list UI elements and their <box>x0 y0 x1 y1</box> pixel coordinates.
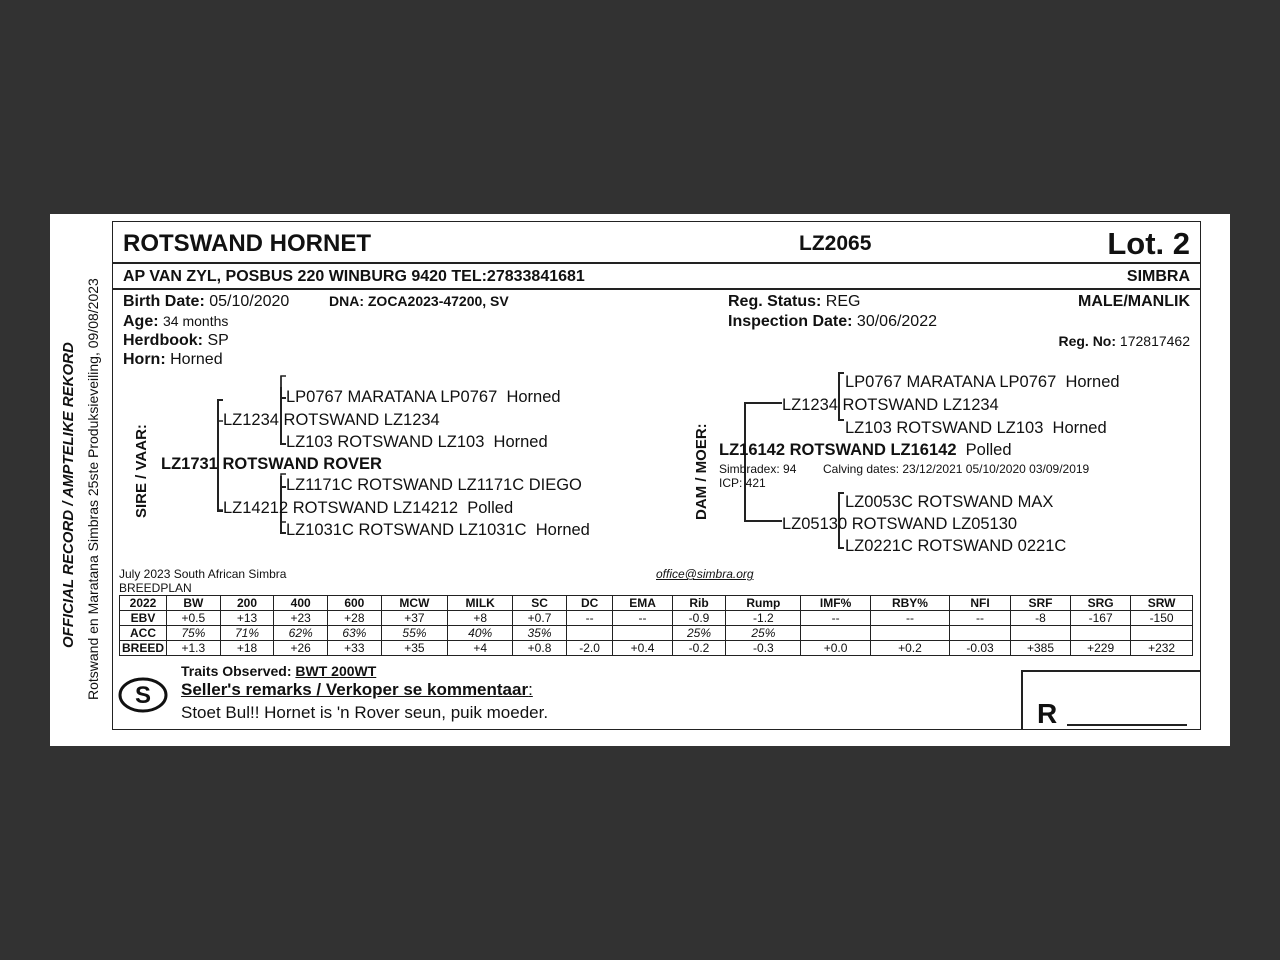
dam-icp: ICP: 421 <box>719 476 766 490</box>
office-email-link[interactable]: office@simbra.org <box>656 567 754 581</box>
dam-simbradex: Simbradex: 94 <box>719 462 797 476</box>
ebv-cell: +0.4 <box>613 641 672 656</box>
ebv-cell <box>950 626 1011 641</box>
dam-bracket <box>744 520 782 522</box>
sire-label: SIRE / VAAR: <box>133 424 150 518</box>
ebv-header-cell: SRG <box>1071 596 1131 611</box>
reg-status: Reg. Status: REG <box>728 293 861 310</box>
ebv-cell: +37 <box>381 611 447 626</box>
ebv-cell: +1.3 <box>167 641 221 656</box>
ebv-header-cell: NFI <box>950 596 1011 611</box>
branch-tick <box>838 492 844 494</box>
sire-dam-dam: LZ1031C ROTSWAND LZ1031C Horned <box>286 521 590 539</box>
ebv-header-cell: EMA <box>613 596 672 611</box>
ebv-cell: +232 <box>1131 641 1193 656</box>
ebv-table <box>119 595 1193 656</box>
reg-number: Reg. No: 172817462 <box>1058 333 1190 349</box>
ebv-header-cell: 2022 <box>120 596 167 611</box>
sire-name: LZ1731 ROTSWAND ROVER <box>161 455 382 473</box>
ebv-row <box>120 626 1193 641</box>
ebv-cell: -2.0 <box>566 641 613 656</box>
ebv-cell <box>801 626 870 641</box>
ebv-cell: 25% <box>726 626 801 641</box>
ebv-cell: 63% <box>328 626 382 641</box>
ebv-cell <box>613 626 672 641</box>
ebv-header-cell: BW <box>167 596 221 611</box>
horn-status: Horn: Horned <box>123 351 223 368</box>
ebv-header-cell: 400 <box>274 596 328 611</box>
breed-label: SIMBRA <box>1126 268 1190 285</box>
ebv-cell: 62% <box>274 626 328 641</box>
ebv-cell: +26 <box>274 641 328 656</box>
ebv-cell <box>1010 626 1070 641</box>
birth-date: Birth Date: 05/10/2020 <box>123 293 290 310</box>
ebv-cell: +18 <box>220 641 274 656</box>
ebv-cell: -167 <box>1071 611 1131 626</box>
branch-tick <box>280 397 286 399</box>
dna-code: DNA: ZOCA2023-47200, SV <box>329 293 509 309</box>
ebv-cell: +229 <box>1071 641 1131 656</box>
branch-tick <box>838 547 844 549</box>
ebv-cell <box>1131 626 1193 641</box>
ebv-cell: +8 <box>448 611 513 626</box>
ebv-cell: -0.3 <box>726 641 801 656</box>
sex-label: MALE/MANLIK <box>1078 293 1190 310</box>
ebv-cell: -- <box>566 611 613 626</box>
lot-card <box>112 221 1201 730</box>
remarks-text: Stoet Bul!! Hornet is 'n Rover seun, puik moeder. <box>181 703 549 722</box>
sire-sire-dam: LZ103 ROTSWAND LZ103 Horned <box>286 433 548 451</box>
ebv-cell: -0.03 <box>950 641 1011 656</box>
ebv-cell: +0.0 <box>801 641 870 656</box>
ebv-header-cell: SC <box>513 596 567 611</box>
dam-label: DAM / MOER: <box>693 423 710 520</box>
owner-address: AP VAN ZYL, POSBUS 220 WINBURG 9420 TEL:27833841681 <box>123 268 585 285</box>
sire-sire-sire: LP0767 MARATANA LP0767 Horned <box>286 388 561 406</box>
ebv-cell: 40% <box>448 626 513 641</box>
dam-sire-sire: LP0767 MARATANA LP0767 Horned <box>845 373 1120 391</box>
branch-tick <box>280 443 286 445</box>
dam-dam-dam: LZ0221C ROTSWAND 0221C <box>845 537 1067 555</box>
ebv-header-cell: MCW <box>381 596 447 611</box>
ebv-cell <box>566 626 613 641</box>
ebv-row-label: EBV <box>120 611 167 626</box>
price-box-border <box>1021 670 1201 672</box>
price-field-line[interactable] <box>1067 724 1187 726</box>
ebv-row-label: ACC <box>120 626 167 641</box>
official-record-label: OFFICIAL RECORD / AMPTELIKE REKORD <box>60 342 77 648</box>
ebv-cell: +0.5 <box>167 611 221 626</box>
ebv-cell: 25% <box>672 626 726 641</box>
sire-dam: LZ14212 ROTSWAND LZ14212 Polled <box>223 499 514 517</box>
branch-tick <box>838 419 844 421</box>
ebv-cell: +385 <box>1010 641 1070 656</box>
ebv-cell <box>870 626 949 641</box>
ebv-header-cell: SRF <box>1010 596 1070 611</box>
ebv-cell: -- <box>613 611 672 626</box>
dam-dam-sire: LZ0053C ROTSWAND MAX <box>845 493 1054 511</box>
ebv-header-cell: RBY% <box>870 596 949 611</box>
ebv-cell: +4 <box>448 641 513 656</box>
herdbook: Herdbook: SP <box>123 332 229 349</box>
ebv-cell: +33 <box>328 641 382 656</box>
ebv-header-cell: IMF% <box>801 596 870 611</box>
ebv-cell: -- <box>950 611 1011 626</box>
ebv-cell: 71% <box>220 626 274 641</box>
ebv-row <box>120 641 1193 656</box>
price-field-label: R <box>1037 698 1058 729</box>
ebv-cell: -- <box>870 611 949 626</box>
inspection-date: Inspection Date: 30/06/2022 <box>728 313 937 330</box>
ebv-cell: 55% <box>381 626 447 641</box>
ebv-cell: +0.8 <box>513 641 567 656</box>
ebv-cell: +28 <box>328 611 382 626</box>
traits-observed: Traits Observed: BWT 200WT <box>181 663 377 679</box>
ebv-header-cell: 600 <box>328 596 382 611</box>
lot-number: Lot. 2 <box>1107 226 1190 261</box>
dam-sire: LZ1234 ROTSWAND LZ1234 <box>782 396 999 414</box>
ebv-row-label: BREED <box>120 641 167 656</box>
remarks-title: Seller's remarks / Verkoper se kommentaar: <box>181 680 533 699</box>
animal-reg-id: LZ2065 <box>799 232 872 255</box>
age: Age: 34 months <box>123 313 229 330</box>
price-box-border <box>1021 670 1023 730</box>
ebv-header-cell: DC <box>566 596 613 611</box>
ebv-cell: 35% <box>513 626 567 641</box>
ebv-header-cell: Rib <box>672 596 726 611</box>
ebv-cell: +0.7 <box>513 611 567 626</box>
ebv-cell: -- <box>801 611 870 626</box>
ebv-cell: 75% <box>167 626 221 641</box>
ebv-header-cell: SRW <box>1131 596 1193 611</box>
ebv-cell <box>1071 626 1131 641</box>
ebv-header-row <box>120 596 1193 611</box>
ebv-cell: -8 <box>1010 611 1070 626</box>
ebv-header-cell: Rump <box>726 596 801 611</box>
sire-dam-sire: LZ1171C ROTSWAND LZ1171C DIEGO <box>286 476 582 494</box>
ebv-cell: +23 <box>274 611 328 626</box>
simbra-logo-icon <box>117 674 171 716</box>
ebv-cell: -150 <box>1131 611 1193 626</box>
ebv-source: July 2023 South African Simbra <box>119 567 287 581</box>
ebv-row <box>120 611 1193 626</box>
ebv-header-cell: 200 <box>220 596 274 611</box>
simbra-logo-letter: S <box>134 682 152 709</box>
ebv-cell: +0.2 <box>870 641 949 656</box>
ebv-system: BREEDPLAN <box>119 581 192 595</box>
ebv-cell: +13 <box>220 611 274 626</box>
branch-tick <box>280 532 286 534</box>
branch-tick <box>280 486 286 488</box>
ebv-cell: -0.9 <box>672 611 726 626</box>
sire-sire: LZ1234 ROTSWAND LZ1234 <box>223 411 440 429</box>
sire-bracket <box>217 399 223 401</box>
ebv-header-cell: MILK <box>448 596 513 611</box>
dam-name: LZ16142 ROTSWAND LZ16142 Polled <box>719 441 1012 459</box>
ebv-cell: +35 <box>381 641 447 656</box>
ebv-cell: -0.2 <box>672 641 726 656</box>
dam-calving-dates: Calving dates: 23/12/2021 05/10/2020 03/09/2019 <box>823 462 1090 476</box>
auction-caption: Rotswand en Maratana Simbras 25ste Produksieveiling, 09/08/2023 <box>85 278 101 700</box>
ebv-cell: -1.2 <box>726 611 801 626</box>
dam-bracket <box>744 402 782 404</box>
branch-tick <box>838 372 844 374</box>
animal-name: ROTSWAND HORNET <box>123 230 371 257</box>
dam-sire-dam: LZ103 ROTSWAND LZ103 Horned <box>845 419 1107 437</box>
dam-dam: LZ05130 ROTSWAND LZ05130 <box>782 515 1018 533</box>
